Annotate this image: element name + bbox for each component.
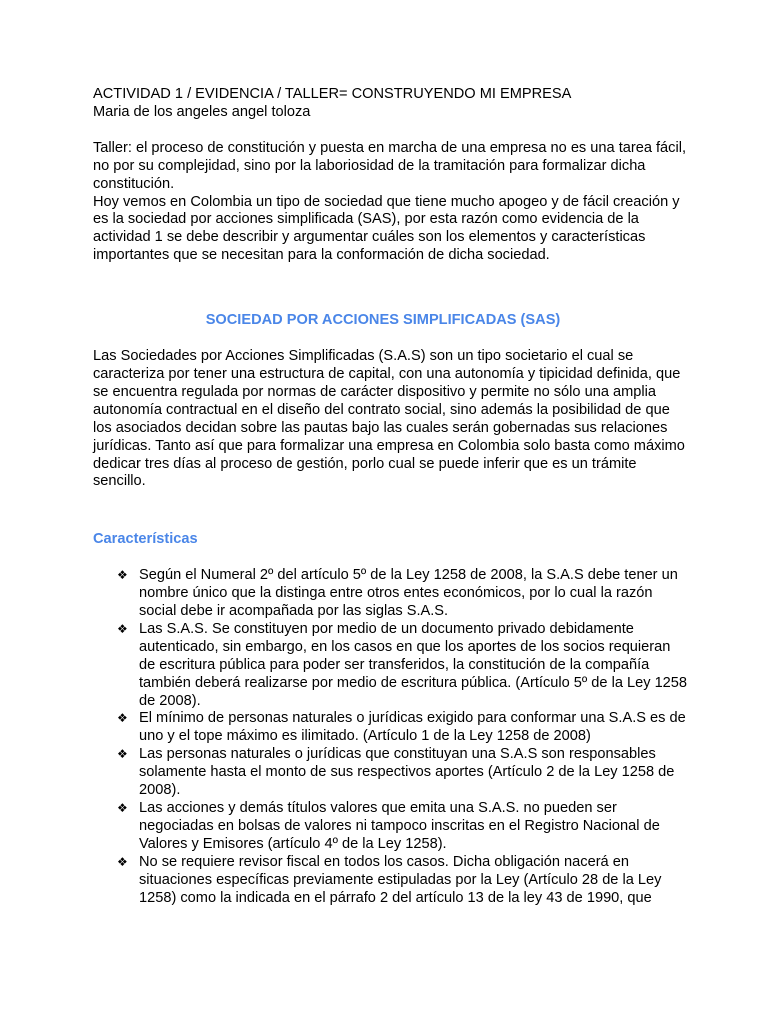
list-item-line: nombre único que la distinga entre otros entes económicos, por lo cual la razón [139,585,653,602]
document-title: ACTIVIDAD 1 / EVIDENCIA / TALLER= CONSTRUYENDO MI EMPRESA [93,86,572,102]
intro-line: importantes que se necesitan para la conformación de dicha sociedad. [93,247,550,264]
definition-line: jurídicas. Tanto así que para formalizar una empresa en Colombia solo basta como máximo [93,437,685,454]
list-item-line: 2008). [139,782,181,799]
intro-line: Hoy vemos en Colombia un tipo de sociedad que tiene mucho apogeo y de fácil creación y [93,193,680,210]
definition-line: se encuentra regulada por normas de carácter dispositivo y permite no sólo una amplia [93,383,656,400]
list-item-line: de 2008). [139,692,201,709]
list-item-line: negociadas en bolsas de valores ni tampoco inscritas en el Registro Nacional de [139,817,660,834]
spacer [93,122,673,140]
list-item [93,567,678,621]
main-heading: SOCIEDAD POR ACCIONES SIMPLIFICADAS (SAS) [205,312,561,329]
intro-line: constitución. [93,175,175,192]
definition-line: Las Sociedades por Acciones Simplificadas (S.A.S) son un tipo societario el cual se [93,348,634,365]
diamond-bullet-icon: ❖ [117,854,128,869]
list-item-line: Las acciones y demás títulos valores que emita una S.A.S. no pueden ser [139,800,617,816]
intro-line: es la sociedad por acciones simplificada (SAS), por esta razón como evidencia de la [93,211,639,228]
list-item-line: Según el Numeral 2º del artículo 5º de la Ley 1258 de 2008, la S.A.S debe tener un [139,567,678,584]
diamond-bullet-icon: ❖ [117,621,128,636]
list-item-line: 1258) como la indicada en el párrafo 2 del artículo 13 de la ley 43 de 1990, que [139,889,652,906]
list-item-line: de escritura pública para poder ser transferidos, la constitución de la compañía [139,656,650,673]
list-item-line: autenticado, sin embargo, en los casos en que los aportes de los socios requieran [139,638,671,655]
list-item-line: Las S.A.S. Se constituyen por medio de un documento privado debidamente [139,620,634,637]
definition-line: sencillo. [93,473,146,490]
list-item-line: El mínimo de personas naturales o jurídicas exigido para conformar una S.A.S es de [139,710,686,727]
list-item-line: también deberá realizarse por medio de escritura pública. (Artículo 5º de la Ley 1258 [139,674,688,691]
list-item-line: Las personas naturales o jurídicas que constituyan una S.A.S son responsables [139,746,656,763]
characteristics-list [93,567,688,907]
list-item [93,620,688,711]
definition-line: dedicar tres días al proceso de gestión, porlo cual se puede inferir que es un trámite [93,455,637,472]
definition-paragraph [93,348,685,491]
definition-line: los asociados decidan sobre las pautas bajo las cuales serán gobernadas sus relaciones [93,419,668,436]
list-item-line: Valores y Emisores (artículo 4º de la Ley 1258). [139,835,447,852]
intro-line: Taller: el proceso de constitución y puesta en marcha de una empresa no es una tarea fácil, [93,139,687,156]
intro-paragraph [93,139,687,265]
document-author: Maria de los angeles angel toloza [93,103,311,120]
list-item-line: No se requiere revisor fiscal en todos los casos. Dicha obligación nacerá en [139,853,629,870]
list-item-line: situaciones específicas previamente estipuladas por la Ley (Artículo 28 de la Ley [139,871,662,888]
intro-line: no por su complejidad, sino por la laboriosidad de la tramitación para formalizar dicha [93,157,646,174]
diamond-bullet-icon: ❖ [117,747,128,762]
list-item [93,746,673,800]
definition-line: autonomía contractual en el diseño del contrato social, sino además la posibilidad de que [93,401,670,418]
list-item [93,800,673,854]
list-item-line: social debe ir acompañada por las siglas S.A.S. [139,603,449,620]
list-item-line: uno y el tope máximo es ilimitado. (Artículo 1 de la Ley 1258 de 2008) [139,728,591,745]
intro-line: actividad 1 se debe describir y argumentar cuáles son los elementos y características [93,229,646,246]
diamond-bullet-icon: ❖ [117,801,128,815]
list-item-line: solamente hasta el monto de sus respectivos aportes (Artículo 2 de la Ley 1258 de [139,764,675,781]
definition-line: caracteriza por tener una estructura de capital, con una autonomía y tipicidad definida, que [93,365,681,382]
document-page [93,86,688,907]
list-item [93,854,673,908]
diamond-bullet-icon: ❖ [117,711,128,726]
characteristics-heading: Características [93,531,198,548]
list-item [93,710,686,746]
diamond-bullet-icon: ❖ [117,568,128,583]
